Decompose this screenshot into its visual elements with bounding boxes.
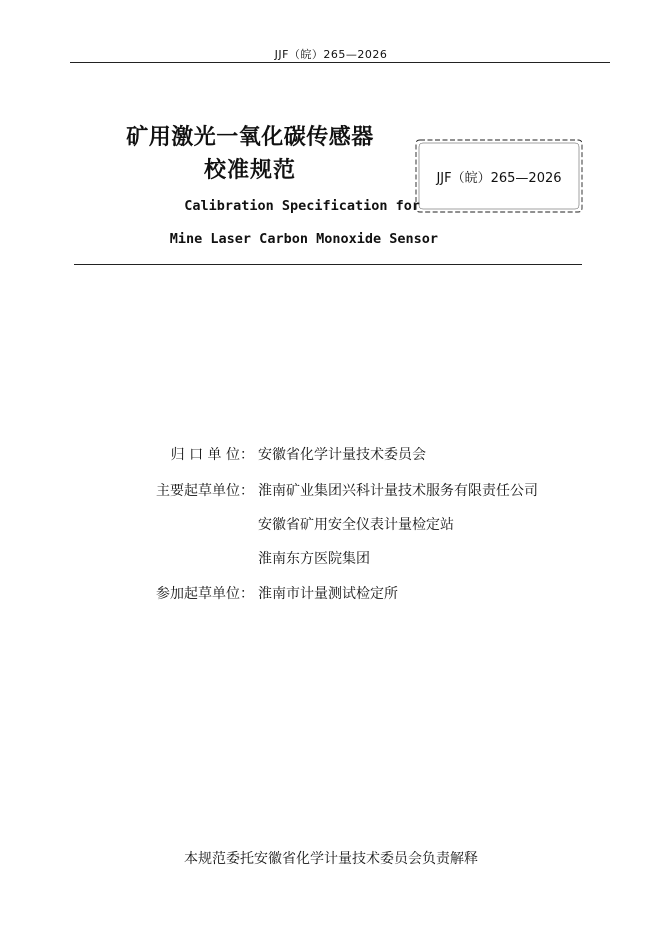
participating-unit-value: 淮南市计量测试检定所 [258, 586, 398, 602]
main-drafter-1: 淮南矿业集团兴科计量技术服务有限责任公司 [258, 483, 538, 499]
standard-code-text: JJF（皖）265—2026 [436, 170, 562, 186]
participating-unit-label: 参加起草单位： [156, 586, 254, 602]
standard-code-box [414, 138, 584, 214]
responsible-unit-label: 归 口 单 位： [170, 447, 254, 463]
main-drafter-2: 安徽省矿用安全仪表计量检定站 [258, 517, 454, 533]
title-english-line1: Calibration Specification for [184, 198, 420, 214]
header-divider [70, 62, 610, 63]
title-chinese-line1: 矿用激光一氧化碳传感器 [126, 125, 374, 150]
responsible-unit-value: 安徽省化学计量技术委员会 [258, 447, 426, 463]
title-divider [74, 264, 582, 265]
title-english-line2: Mine Laser Carbon Monoxide Sensor [169, 231, 438, 247]
main-drafter-3: 淮南东方医院集团 [258, 551, 370, 567]
title-chinese-line2: 校准规范 [203, 158, 296, 183]
interpretation-note: 本规范委托安徽省化学计量技术委员会负责解释 [184, 851, 478, 867]
main-drafter-label: 主要起草单位： [156, 483, 254, 499]
header-standard-code: JJF（皖）265—2026 [274, 48, 388, 61]
